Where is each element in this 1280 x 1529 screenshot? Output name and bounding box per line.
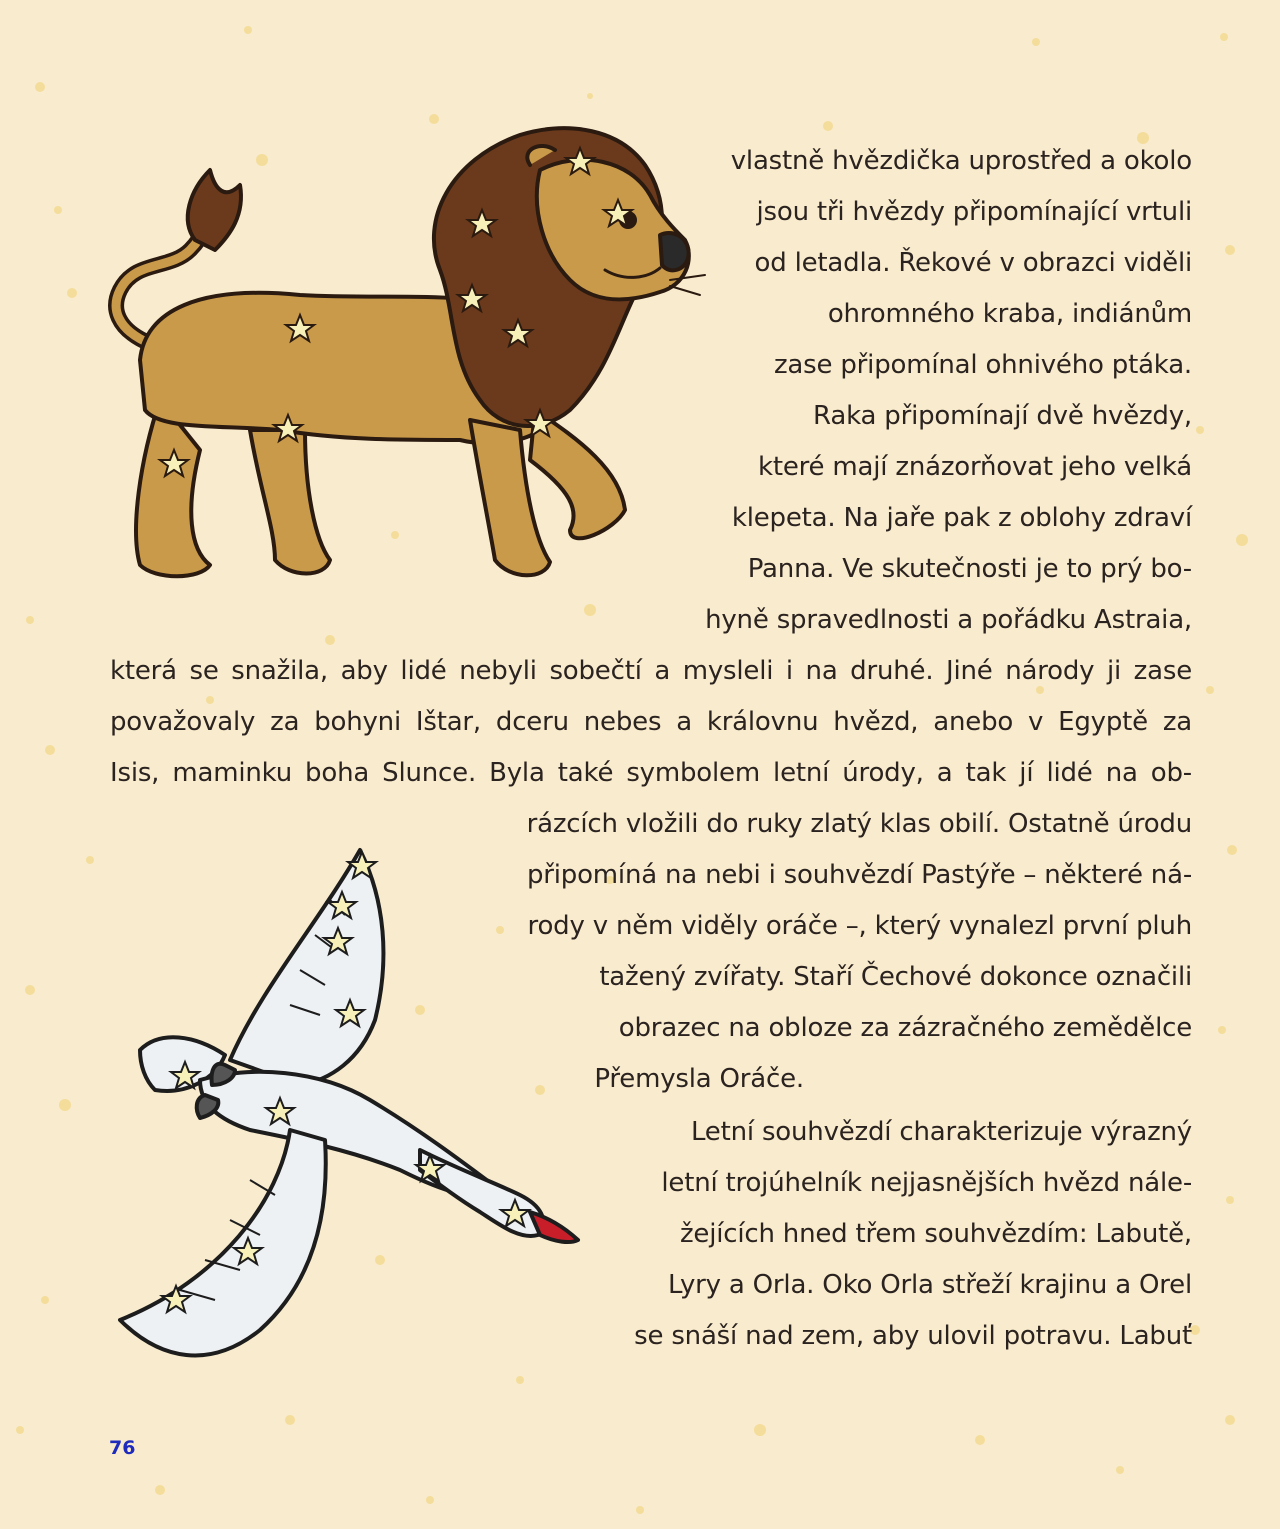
text-line: Přemysla Oráče.: [594, 1064, 804, 1094]
text-line: Raka připomínají dvě hvězdy,: [813, 401, 1192, 431]
lion-illustration: [100, 110, 720, 595]
text-line: od letadla. Řekové v obrazci viděli: [754, 248, 1192, 278]
text-line: rázcích vložili do ruky zlatý klas obilí. Ostatně úrodu: [526, 809, 1192, 839]
text-line: tažený zvířaty. Staří Čechové dokonce označili: [599, 962, 1192, 992]
text-line: Panna. Ve skutečnosti je to prý bo-: [747, 554, 1192, 584]
text-line: Letní souhvězdí charakterizuje výrazný: [690, 1117, 1192, 1147]
text-line: jsou tři hvězdy připomínající vrtuli: [756, 197, 1192, 227]
text-line: letní trojúhelník nejjasnějších hvězd nále-: [661, 1168, 1192, 1198]
swan-illustration: [100, 840, 590, 1390]
text-line: se snáší nad zem, aby ulovil potravu. Labuť: [634, 1321, 1192, 1351]
text-line: která se snažila, aby lidé nebyli sobečtí a mysleli i na druhé. Jiné národy ji zase: [110, 656, 1192, 686]
text-line: připomíná na nebi i souhvězdí Pastýře – některé ná-: [526, 860, 1192, 890]
text-line: ohromného kraba, indiánům: [827, 299, 1192, 329]
text-line: obrazec na obloze za zázračného zemědělce: [618, 1013, 1192, 1043]
page-number: 76: [109, 1437, 136, 1459]
text-line: zase připomínal ohnivého ptáka.: [773, 350, 1192, 380]
text-line: které mají znázorňovat jeho velká: [757, 452, 1192, 482]
text-line: žejících hned třem souhvězdím: Labutě,: [679, 1219, 1192, 1249]
text-line: Isis, maminku boha Slunce. Byla také symbolem letní úrody, a tak jí lidé na ob-: [110, 758, 1192, 788]
text-line: Lyry a Orla. Oko Orla střeží krajinu a Orel: [668, 1270, 1192, 1300]
text-line: považovaly za bohyni Ištar, dceru nebes a královnu hvězd, anebo v Egyptě za: [110, 707, 1192, 737]
text-line: klepeta. Na jaře pak z oblohy zdraví: [731, 503, 1192, 533]
text-line: rody v něm viděly oráče –, který vynalezl první pluh: [527, 911, 1192, 941]
text-line: hyně spravedlnosti a pořádku Astraia,: [705, 605, 1192, 635]
text-line: vlastně hvězdička uprostřed a okolo: [730, 146, 1192, 176]
